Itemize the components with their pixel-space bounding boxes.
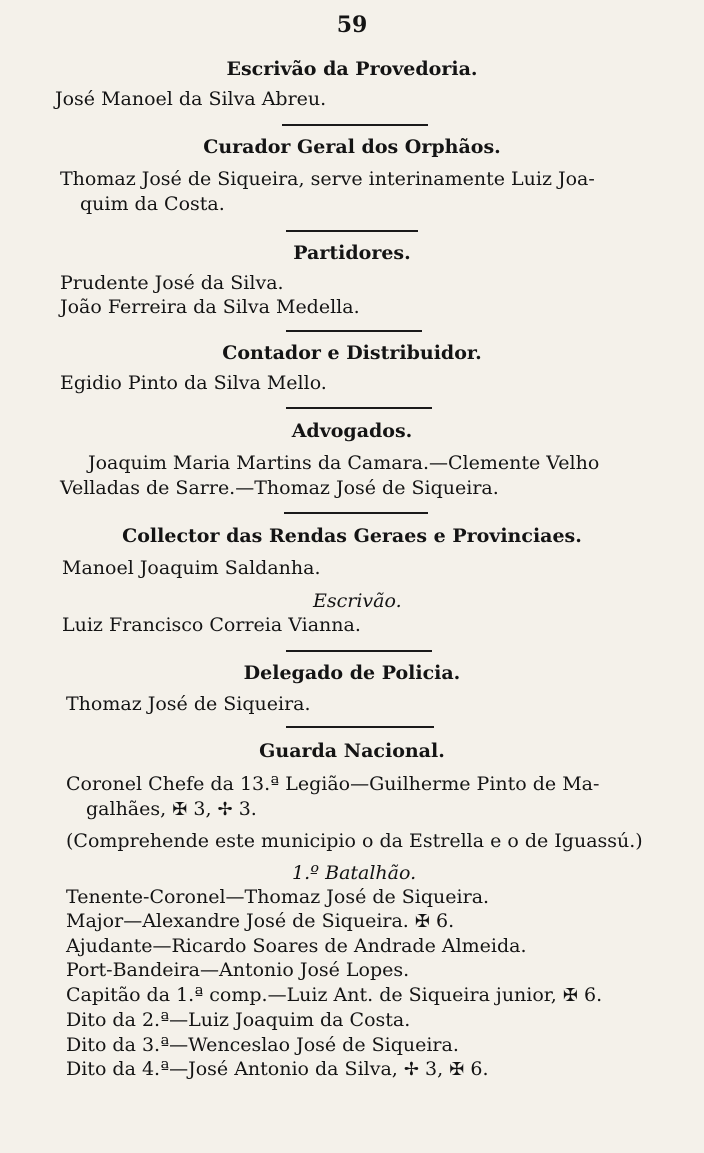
heading-guarda-nacional: Guarda Nacional. — [259, 740, 445, 762]
christ-order-icon: ✢ — [403, 1059, 419, 1080]
page-number: 59 — [336, 12, 368, 38]
text-line: Port-Bandeira—Antonio José Lopes. — [66, 959, 410, 981]
heading-collector: Collector das Rendas Geraes e Provinciaes. — [122, 525, 582, 547]
text-line: Dito da 4.ª—José Antonio da Silva, — [66, 1058, 398, 1080]
text-line: Thomaz José de Siqueira, serve interinamente Luiz Joa- — [60, 168, 595, 190]
heading-escrivao-provedoria: Escrivão da Provedoria. — [226, 58, 478, 80]
heading-curador-geral: Curador Geral dos Orphãos. — [203, 136, 501, 158]
text-line-decorations: galhães, ✠ 3, ✢ 3. — [86, 798, 257, 820]
rose-order-icon: ✠ — [449, 1059, 465, 1080]
sub-heading-batalhao: 1.º Batalhão. — [292, 862, 417, 884]
decoration-count: 3 — [238, 798, 251, 820]
text-line: Prudente José da Silva. — [60, 272, 284, 294]
text-line: quim da Costa. — [80, 193, 225, 215]
text-line-decorations: Capitão da 1.ª comp.—Luiz Ant. de Siqueira junior, ✠ 6. — [66, 984, 603, 1006]
text-line: João Ferreira da Silva Medella. — [60, 296, 360, 318]
text-line: Dito da 3.ª—Wenceslao José de Siqueira. — [66, 1034, 459, 1056]
divider — [286, 650, 432, 652]
text-line: Major—Alexandre José de Siqueira. — [66, 910, 409, 932]
divider — [286, 230, 418, 232]
text-line-decorations: Dito da 4.ª—José Antonio da Silva, ✢ 3, ✠ 6. — [66, 1058, 489, 1080]
text-line: galhães, — [86, 798, 167, 820]
heading-partidores: Partidores. — [293, 242, 411, 264]
text-line: Joaquim Maria Martins da Camara.—Clemente Velho — [88, 452, 600, 474]
divider — [282, 124, 428, 126]
divider — [286, 726, 434, 728]
divider — [284, 512, 428, 514]
sub-heading-escrivao: Escrivão. — [313, 590, 402, 612]
text-line: Ajudante—Ricardo Soares de Andrade Almeida. — [66, 935, 527, 957]
text-line: Dito da 2.ª—Luiz Joaquim da Costa. — [66, 1009, 411, 1031]
text-line: Thomaz José de Siqueira. — [66, 693, 311, 715]
text-line: Tenente-Coronel—Thomaz José de Siqueira. — [66, 886, 490, 908]
heading-delegado: Delegado de Policia. — [243, 662, 461, 684]
text-line-decorations: Major—Alexandre José de Siqueira. ✠ 6. — [66, 910, 455, 932]
text-line: Luiz Francisco Correia Vianna. — [62, 614, 361, 636]
text-line: Egidio Pinto da Silva Mello. — [60, 372, 327, 394]
text-line: Manoel Joaquim Saldanha. — [62, 557, 321, 579]
decoration-count: 3 — [425, 1058, 438, 1080]
decoration-count: 6 — [584, 984, 597, 1006]
text-line: Capitão da 1.ª comp.—Luiz Ant. de Siqueira junior, — [66, 984, 557, 1006]
decoration-count: 3 — [193, 798, 206, 820]
divider — [286, 407, 432, 409]
heading-contador: Contador e Distribuidor. — [222, 342, 482, 364]
heading-advogados: Advogados. — [291, 420, 413, 442]
decoration-count: 6 — [470, 1058, 483, 1080]
rose-order-icon: ✠ — [562, 985, 578, 1006]
decoration-count: 6 — [436, 910, 449, 932]
divider — [286, 330, 422, 332]
text-line: Velladas de Sarre.—Thomaz José de Siqueira. — [60, 477, 499, 499]
text-line: José Manoel da Silva Abreu. — [55, 88, 327, 110]
rose-order-icon: ✠ — [172, 799, 188, 820]
christ-order-icon: ✢ — [217, 799, 233, 820]
rose-order-icon: ✠ — [414, 911, 430, 932]
text-line: (Comprehende este municipio o da Estrella e o de Iguassú.) — [66, 830, 643, 852]
text-line: Coronel Chefe da 13.ª Legião—Guilherme Pinto de Ma- — [66, 773, 600, 795]
